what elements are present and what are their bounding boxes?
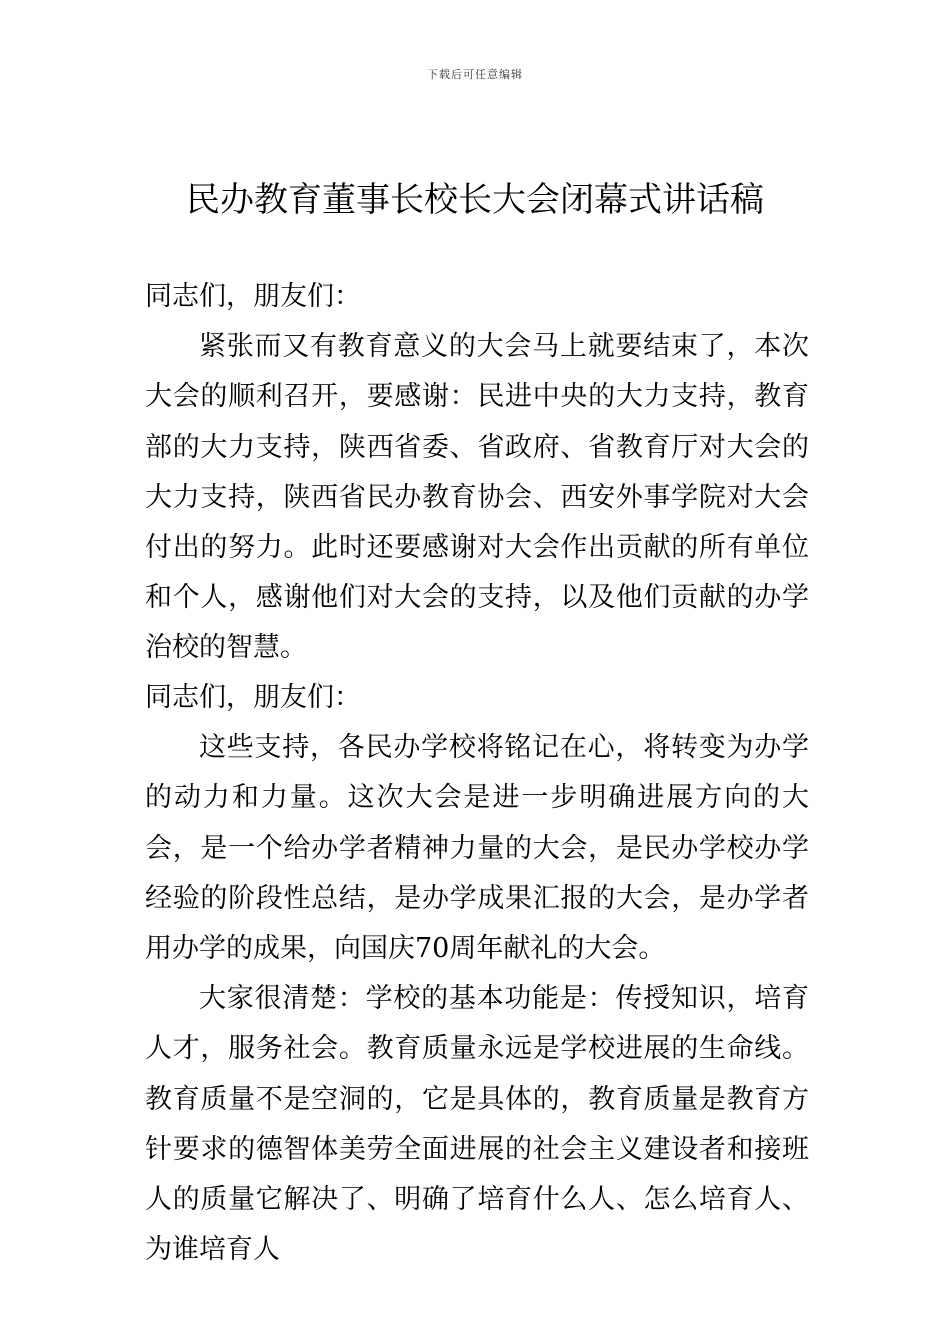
section-2 bbox=[145, 673, 809, 1275]
paragraph-quality: 大家很清楚：学校的基本功能是：传授知识，培育人才，服务社会。教育质量永远是学校进展的生命线。教育质量不是空洞的，它是具体的，教育质量是教育方针要求的德智体美劳全面进展的社会主义建设者和接班人的质量它解决了、明确了培育什么人、怎么培育人、为谁培育人 bbox=[145, 983, 809, 1266]
salutation-2: 同志们，朋友们： bbox=[145, 682, 361, 713]
document-title: 民办教育董事长校长大会闭幕式讲话稿 bbox=[186, 180, 764, 220]
paragraph-thanks: 紧张而又有教育意义的大会马上就要结束了，本次大会的顺利召开，要感谢：民进中央的大力支持，教育部的大力支持，陕西省委、省政府、省教育厅对大会的大力支持，陕西省民办教育协会、西安外事学院对大会付出的努力。此时还要感谢对大会作出贡献的所有单位和个人，感谢他们对大会的支持，以及他们贡献的办学治校的智慧。 bbox=[145, 331, 809, 664]
salutation-1: 同志们，朋友们： bbox=[145, 281, 361, 312]
page-header-note: 下载后可任意编辑 bbox=[427, 68, 523, 81]
section-1 bbox=[145, 272, 809, 674]
paragraph-support: 这些支持，各民办学校将铭记在心，将转变为办学的动力和力量。这次大会是进一步明确进展方向的大会，是一个给办学者精神力量的大会，是民办学校办学经验的阶段性总结，是办学成果汇报的大会，是办学者用办学的成果，向国庆70周年献礼的大会。 bbox=[145, 732, 809, 965]
